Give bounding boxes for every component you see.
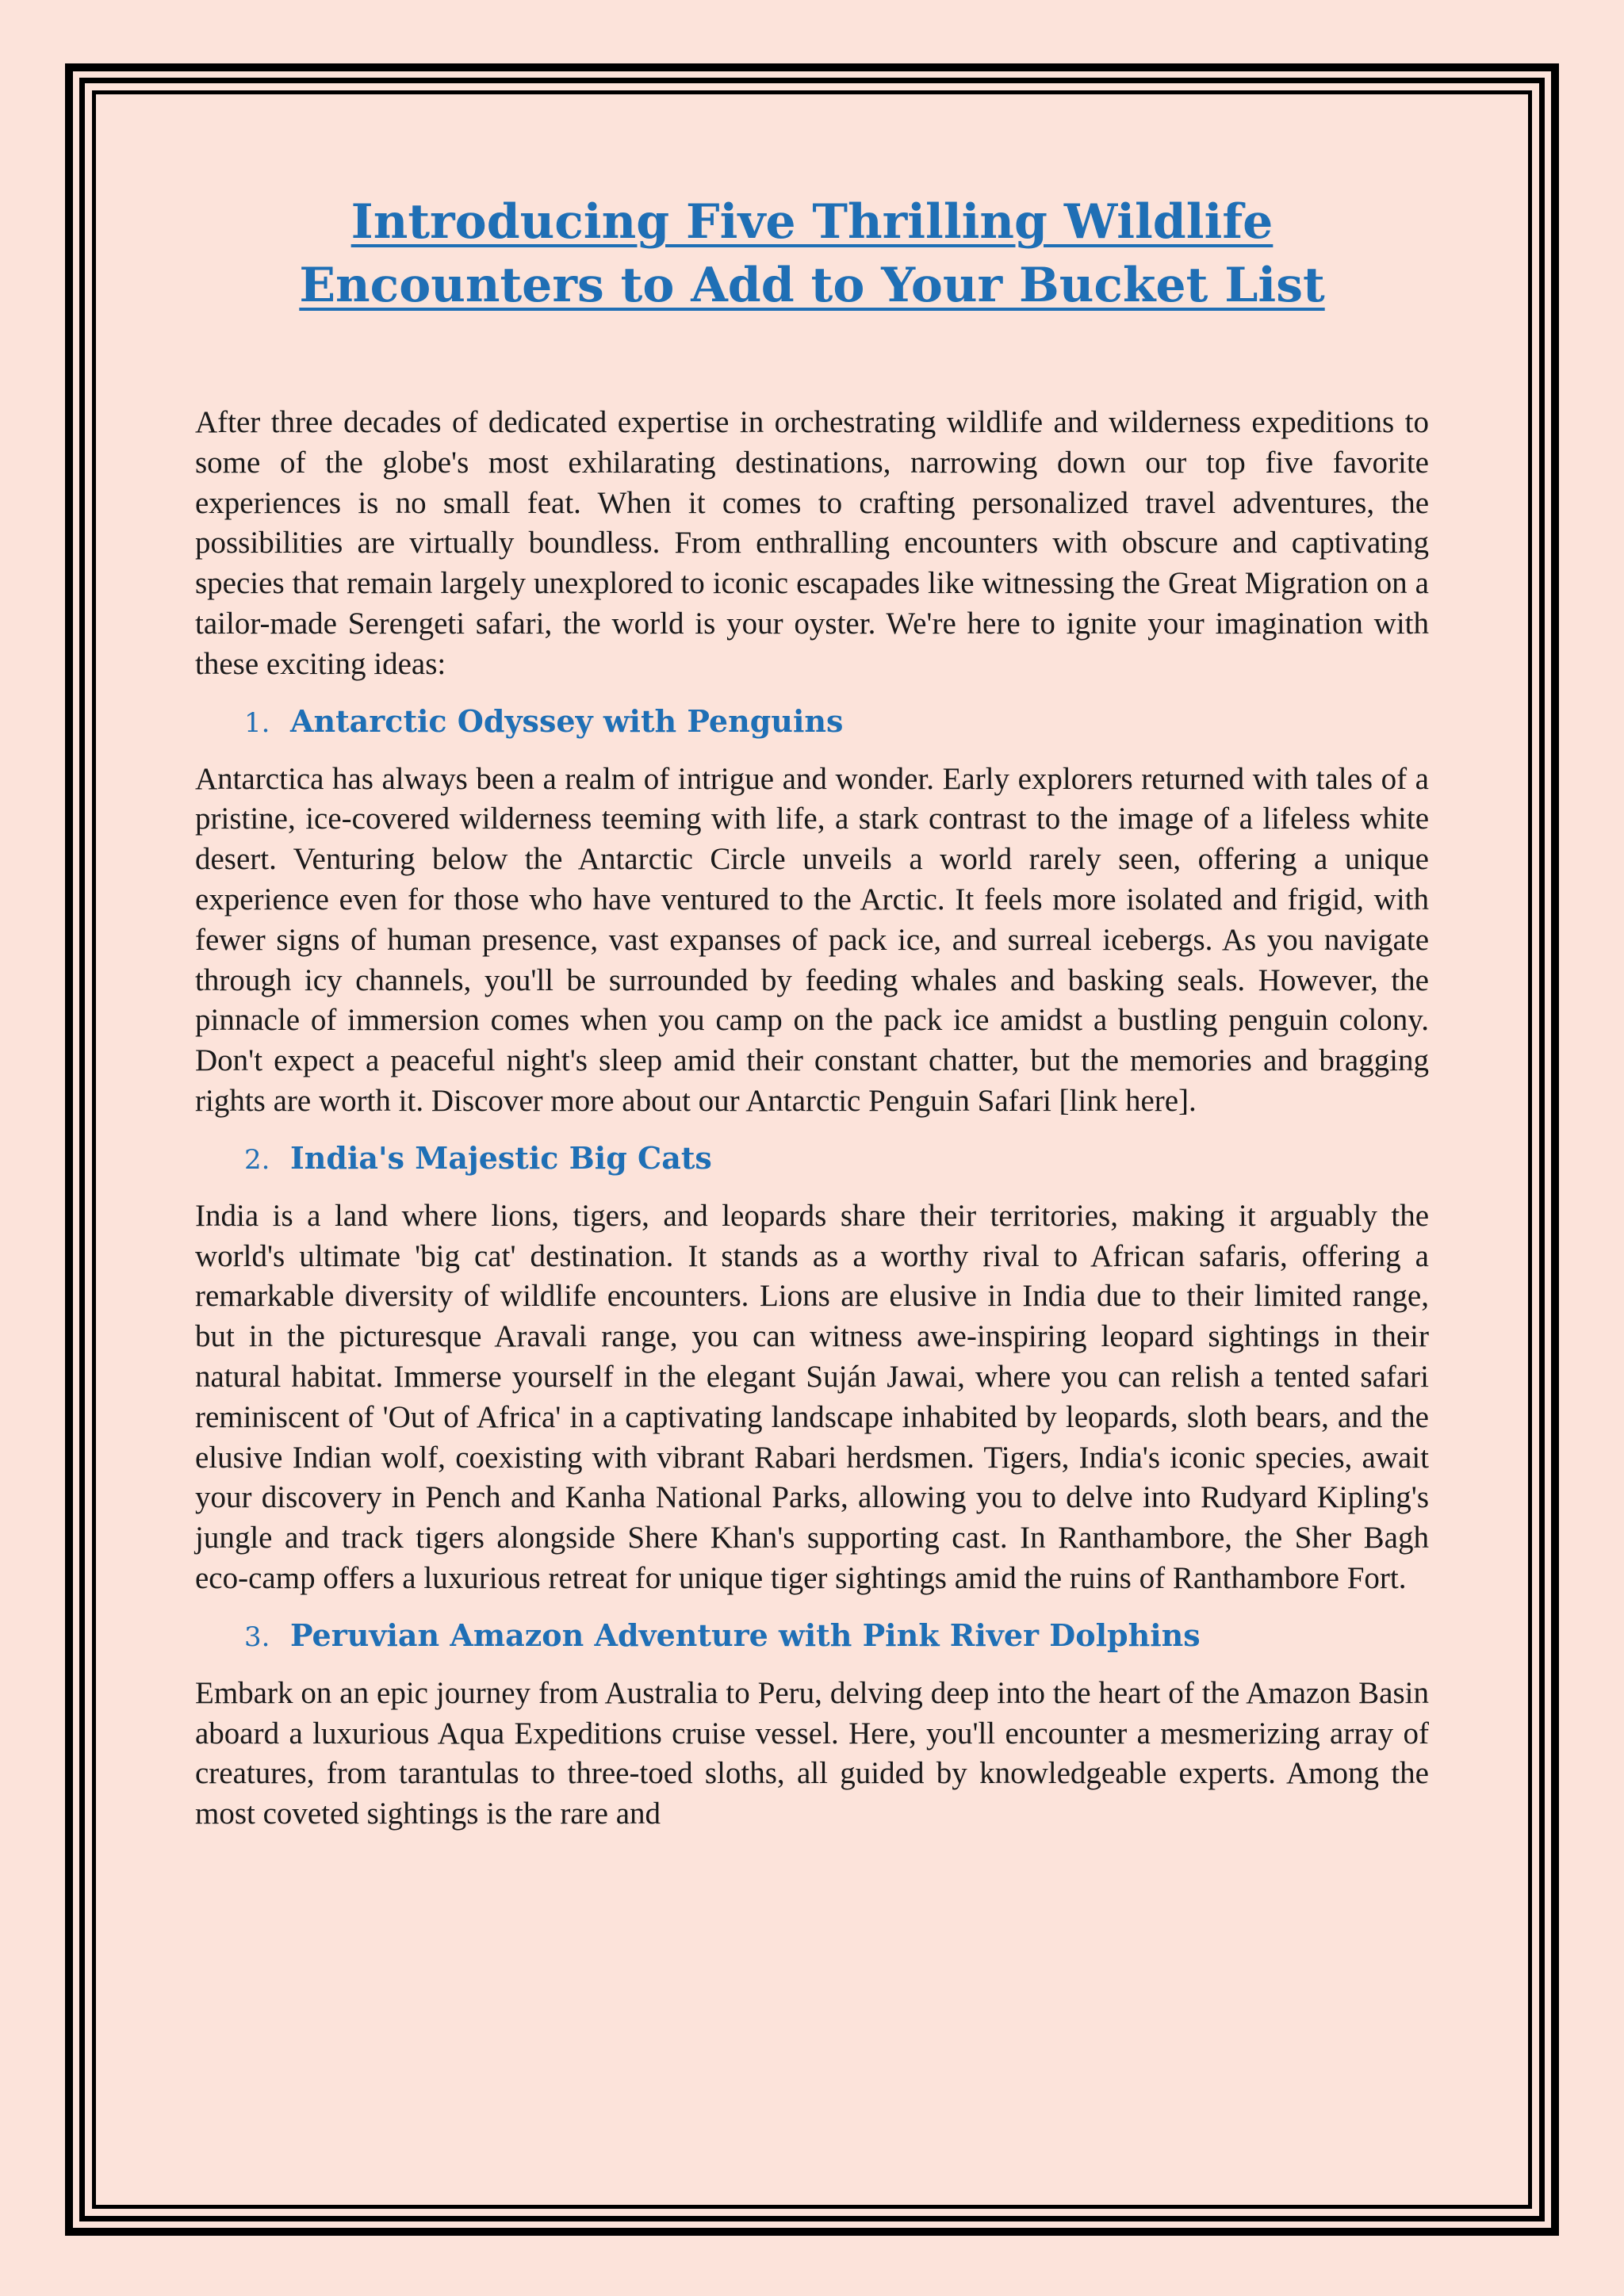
section-heading-3	[244, 1617, 1429, 1655]
section-title: India's Majestic Big Cats	[290, 1139, 712, 1176]
section-heading-1	[244, 702, 1429, 740]
section-number: 2.	[244, 1143, 270, 1176]
section-body-3: Embark on an epic journey from Australia to Peru, delving deep into the heart of the Amazon Basin aboard a luxurious Aqua Expeditions cruise vessel. Here, you'll encounter a mesmerizing array of creatures, from tarantulas to three-toed sloths, all guided by knowledgeable experts. Among the most coveted sightings is the rare and	[195, 1675, 1429, 1831]
section-body-1: Antarctica has always been a realm of intrigue and wonder. Early explorers returned with tales of a pristine, ice-covered wilderness teeming with life, a stark contrast to the image of a lifeless white desert. Venturing below the Antarctic Circle unveils a world rarely seen, offering a unique experience even for those who have ventured to the Arctic. It feels more isolated and frigid, with fewer signs of human presence, vast expanses of pack ice, and surreal icebergs. As you navigate through icy channels, you'll be surrounded by feeding whales and basking seals. However, the pinnacle of immersion comes when you camp on the pack ice amidst a bustling penguin colony. Don't expect a peaceful night's sleep amid their constant chatter, but the memories and bragging rights are worth it. Discover more about our Antarctic Penguin Safari [link here].	[195, 761, 1429, 1118]
section-body-2: India is a land where lions, tigers, and leopards share their territories, making it arguably the world's ultimate 'big cat' destination. It stands as a worthy rival to African safaris, offering a remarkable diversity of wildlife encounters. Lions are elusive in India due to their limited range, but in the picturesque Aravali range, you can witness awe-inspiring leopard sightings in their natural habitat. Immerse yourself in the elegant Suján Jawai, where you can relish a tented safari reminiscent of 'Out of Africa' in a captivating landscape inhabited by leopards, sloth bears, and the elusive Indian wolf, coexisting with vibrant Rabari herdsmen. Tigers, India's iconic species, await your discovery in Pench and Kanha National Parks, allowing you to delve into Rudyard Kipling's jungle and track tigers alongside Shere Khan's supporting cast. In Ranthambore, the Sher Bagh eco-camp offers a luxurious retreat for unique tiger sightings amid the ruins of Ranthambore Fort.	[195, 1198, 1429, 1595]
section-number: 3.	[244, 1621, 270, 1653]
section-title: Peruvian Amazon Adventure with Pink River Dolphins	[290, 1617, 1201, 1653]
section-title: Antarctic Odyssey with Penguins	[290, 702, 844, 739]
section-number: 1.	[244, 706, 270, 739]
article-title: Introducing Five Thrilling Wildlife Encounters to Add to Your Bucket List	[299, 194, 1325, 313]
section-heading-2	[244, 1139, 1429, 1177]
article	[195, 190, 1429, 1835]
intro-paragraph: After three decades of dedicated expertise in orchestrating wildlife and wilderness expeditions to some of the globe's most exhilarating destinations, narrowing down our top five favorite experiences is no small feat. When it comes to crafting personalized travel adventures, the possibilities are virtually boundless. From enthralling encounters with obscure and captivating species that remain largely unexplored to iconic escapades like witnessing the Great Migration on a tailor-made Serengeti safari, the world is your oyster. We're here to ignite your imagination with these exciting ideas:	[195, 405, 1429, 681]
